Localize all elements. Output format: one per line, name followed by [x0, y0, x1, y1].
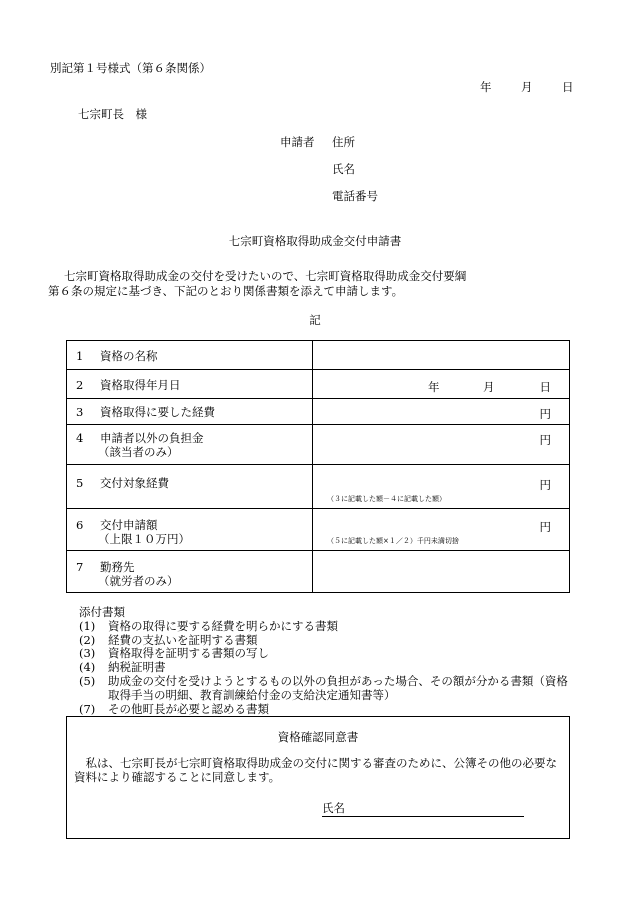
row-number: 3	[76, 405, 84, 419]
table-row	[67, 341, 570, 370]
row-number: 5	[76, 476, 84, 490]
applicant-role: 申請者	[280, 135, 315, 149]
consent-box	[66, 716, 570, 839]
workplace-sublabel: （就労者のみ）	[98, 573, 179, 588]
list-item: (2) 経費の支払いを証明する書類	[79, 632, 258, 647]
applicant-name-label: 氏名	[332, 162, 355, 176]
other-contribution-sublabel: （該当者のみ）	[98, 444, 179, 459]
workplace-label: 勤務先	[100, 560, 135, 574]
expense-field[interactable]	[313, 399, 570, 425]
date-year-label: 年	[480, 80, 492, 94]
list-item: (5) 助成金の交付を受けようとするもの以外の負担があった場合、その額が分かる書類（資格取得手当の明細、教育訓練給付金の支給決定通知書等）	[79, 673, 568, 702]
eligible-expense-field[interactable]	[313, 465, 570, 509]
acquisition-date-label: 資格取得年月日	[100, 378, 181, 392]
date-month-label: 月	[521, 80, 533, 94]
body-line-1: 七宗町資格取得助成金の交付を受けたいので、七宗町資格取得助成金交付要綱	[64, 269, 467, 283]
applicant-phone-label: 電話番号	[332, 189, 378, 203]
requested-amount-label: 交付申請額	[100, 518, 158, 532]
eligible-expense-label: 交付対象経費	[100, 476, 169, 490]
list-item: (7) その他町長が必要と認める書類	[79, 701, 269, 716]
application-table	[66, 340, 570, 593]
other-contribution-label: 申請者以外の負担金	[100, 431, 204, 445]
consent-body: 私は、七宗町長が七宗町資格取得助成金の交付に関する審査のために、公簿その他の必要な資料により確認することに同意します。	[74, 756, 557, 785]
form-reference: 別記第１号様式（第６条関係）	[50, 61, 211, 75]
row-number: 1	[76, 349, 84, 363]
requested-amount-field[interactable]	[313, 509, 570, 551]
requested-amount-note: （５に記載した額×１／２）千円未満切捨	[327, 537, 459, 545]
attachments-section	[79, 606, 570, 716]
consent-name-label: 氏名	[322, 801, 345, 815]
table-row	[67, 399, 570, 425]
date-day-label: 日	[562, 80, 574, 94]
list-item: (3) 資格取得を証明する書類の写し	[79, 646, 269, 661]
row-number: 6	[76, 518, 84, 532]
row-number: 2	[76, 378, 84, 392]
table-row	[67, 551, 570, 593]
qualification-name-label: 資格の名称	[100, 349, 158, 363]
yen-unit: 円	[539, 433, 551, 447]
ki-heading: 記	[309, 313, 321, 327]
applicant-address-label: 住所	[332, 135, 355, 149]
acquisition-date-field[interactable]	[313, 370, 570, 399]
consent-signature-field[interactable]	[322, 801, 524, 817]
expense-label: 資格取得に要した経費	[100, 405, 215, 419]
yen-unit: 円	[539, 478, 551, 492]
table-row	[67, 509, 570, 551]
yen-unit: 円	[539, 407, 551, 421]
list-item: (1) 資格の取得に要する経費を明らかにする書類	[79, 618, 338, 633]
table-row	[67, 370, 570, 399]
other-contribution-field[interactable]	[313, 425, 570, 465]
month-unit: 月	[483, 380, 495, 394]
requested-amount-sublabel: （上限１０万円）	[98, 531, 190, 546]
eligible-expense-note: （３に記載した額－４に記載した額）	[327, 495, 446, 503]
consent-title: 資格確認同意書	[277, 730, 359, 744]
list-item: (4) 納税証明書	[79, 660, 166, 675]
workplace-field[interactable]	[313, 551, 570, 593]
addressee: 七宗町長 様	[78, 107, 147, 121]
day-unit: 日	[539, 380, 551, 394]
yen-unit: 円	[539, 520, 551, 534]
attachments-heading: 添付書類	[79, 605, 125, 619]
row-number: 4	[76, 431, 84, 445]
body-line-2: 第６条の規定に基づき、下記のとおり関係書類を添えて申請します。	[48, 284, 404, 298]
qualification-name-field[interactable]	[313, 341, 570, 370]
table-row	[67, 425, 570, 465]
document-title: 七宗町資格取得助成金交付申請書	[228, 234, 402, 248]
year-unit: 年	[428, 380, 440, 394]
table-row	[67, 465, 570, 509]
row-number: 7	[76, 560, 84, 574]
